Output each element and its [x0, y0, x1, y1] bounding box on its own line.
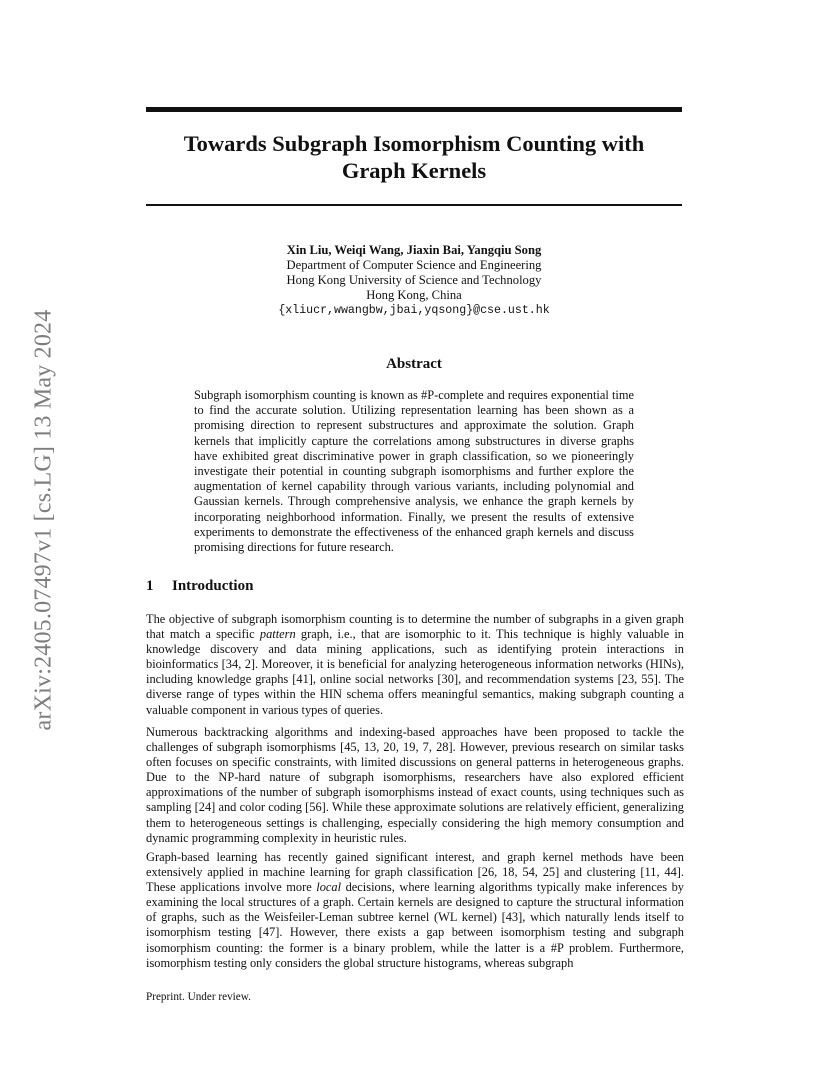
section-number: 1: [146, 578, 154, 594]
section-title: Introduction: [172, 578, 254, 594]
intro-paragraph-1: [146, 612, 684, 718]
p1-emphasis: pattern: [259, 627, 296, 642]
abstract-text: Subgraph isomorphism counting is known as #P-complete and requires exponential time to find the accurate solution. Utilizing representation learning has been shown as a promising direction to represent substructures and approximate the solution. Graph kernels that implicitly capture the correlations among substructures in diverse graphs have exhibited great discriminative power in graph classification, so we pioneeringly investigate their potential in counting subgraph isomorphisms and further explore the augmentation of kernel capability through various variants, including polynomial and Gaussian kernels. Through comprehensive analysis, we enhance the graph kernels by incorporating neighborhood information. Finally, we present the results of extensive experiments to demonstrate the effectiveness of the enhanced graph kernels and discuss promising directions for future research.: [194, 388, 634, 555]
intro-paragraph-3: [146, 850, 684, 971]
author-block: [146, 243, 682, 318]
abstract-heading: Abstract: [386, 356, 442, 372]
title-bottom-rule: [146, 204, 682, 206]
title-line-1: Towards Subgraph Isomorphism Counting with: [183, 131, 645, 156]
footer-note: Preprint. Under review.: [146, 991, 251, 1003]
author-email[interactable]: {xliucr,wwangbw,jbai,yqsong}@cse.ust.hk: [278, 304, 550, 317]
author-names: Xin Liu, Weiqi Wang, Jiaxin Bai, Yangqiu Song: [286, 243, 542, 257]
p1-text-a: The objective of subgraph isomorphism counting is to determine the number of subgraphs in a given graph that match a specific: [146, 612, 684, 642]
p3-text-a: Graph-based learning has recently gained significant interest, and graph kernel methods have been extensively applied in machine learning for graph classification [26, 18, 54, 25] and clustering [11, 44]. These applications involve more: [146, 850, 684, 895]
p3-emphasis: local: [316, 880, 342, 895]
arxiv-identifier: arXiv:2405.07497v1 [cs.LG] 13 May 2024: [30, 309, 57, 731]
author-department: Department of Computer Science and Engineering: [286, 258, 542, 272]
paper-title: [146, 130, 682, 184]
p3-text-b: decisions, where learning algorithms typically make inferences by examining the local structures of a graph. Certain kernels are designed to capture the structural information of graphs, such as the Weisfeiler-Leman subtree kernel (WL kernel) [43], which naturally lends itself to isomorphism testing [47]. However, there exists a gap between isomorphism testing and subgraph isomorphism counting: the former is a binary problem, while the latter is a #P problem. Furthermore, isomorphism testing only considers the global structure histograms, whereas subgraph: [146, 880, 684, 970]
intro-paragraph-2: Numerous backtracking algorithms and indexing-based approaches have been proposed to tackle the challenges of subgraph isomorphisms [45, 13, 20, 19, 7, 28]. However, previous research on similar tasks often focuses on specific constraints, with limited discussions on general patterns in heterogeneous graphs. Due to the NP-hard nature of subgraph isomorphisms, researchers have also explored efficient approximations of the number of subgraph isomorphisms instead of exact counts, using techniques such as sampling [24] and color coding [56]. While these approximate solutions are relatively efficient, generalizing them to heterogeneous settings is challenging, especially considering the high memory consumption and dynamic programming complexity in heuristic rules.: [146, 725, 684, 845]
p1-text-b: graph, i.e., that are isomorphic to it. This technique is highly valuable in knowledge discovery and data mining applications, such as identifying protein interactions in bioinformatics [34, 2]. Moreover, it is beneficial for analyzing heterogeneous information networks (HINs), including knowledge graphs [41], online social networks [30], and recommendation systems [23, 55]. The diverse range of types within the HIN schema offers meaningful semantics, making subgraph counting a valuable component in various types of queries.: [146, 627, 684, 717]
author-location: Hong Kong, China: [366, 288, 462, 302]
author-university: Hong Kong University of Science and Technology: [286, 273, 542, 287]
title-line-2: Graph Kernels: [341, 158, 487, 183]
section-heading-introduction: [146, 578, 253, 595]
title-top-rule: [146, 107, 682, 112]
